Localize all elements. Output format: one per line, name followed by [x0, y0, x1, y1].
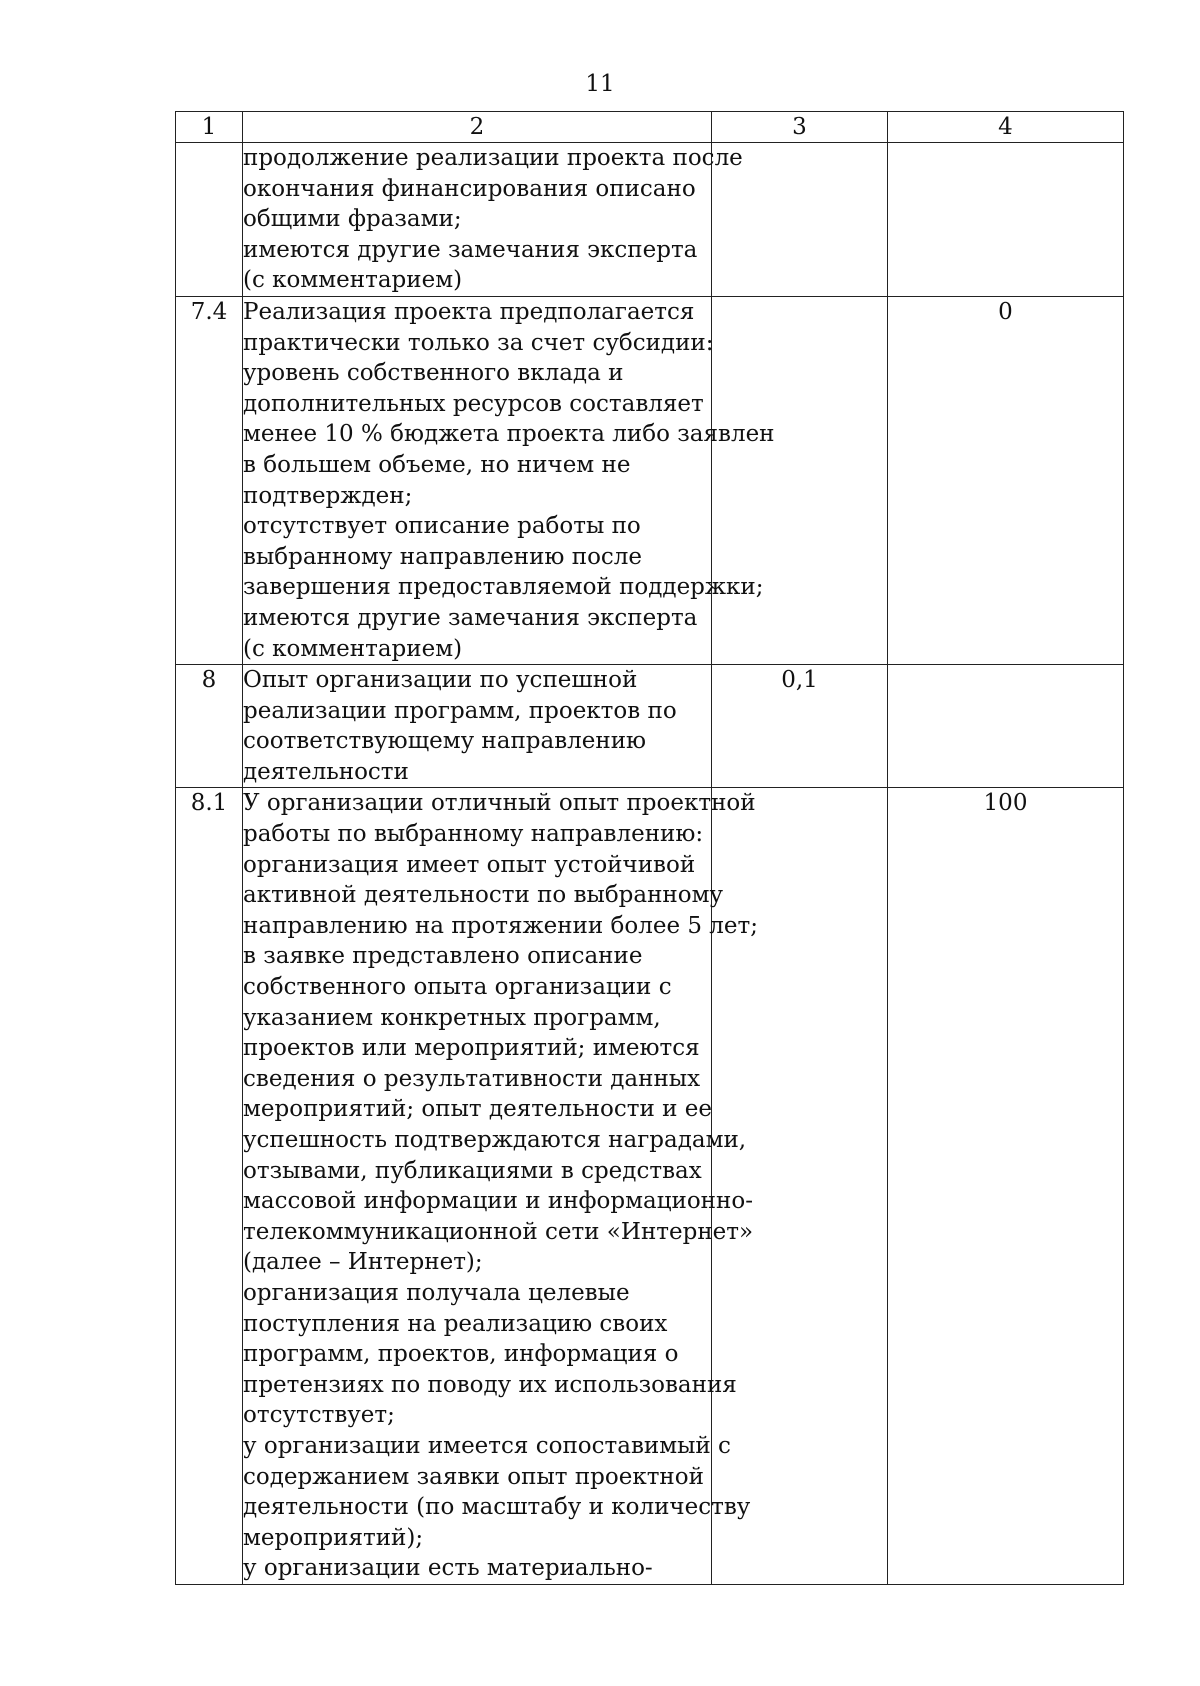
row-number: 8 — [176, 665, 243, 788]
description-line: практически только за счет субсидии: — [243, 329, 714, 356]
description-line: дополнительных ресурсов составляет — [243, 390, 704, 417]
description-line: соответствующему направлению — [243, 728, 647, 755]
weight-cell — [712, 788, 888, 1584]
header-col-4: 4 — [888, 112, 1124, 143]
table-header-row — [176, 112, 1124, 143]
score-cell — [888, 665, 1124, 788]
description-line: организация имеет опыт устойчивой — [243, 851, 696, 878]
description-line: успешность подтверждаются наградами, — [243, 1127, 747, 1153]
row-number: 7.4 — [176, 296, 243, 664]
description-line: завершения предоставляемой поддержки; — [243, 574, 764, 601]
description-line: имеются другие замечания эксперта — [243, 604, 698, 631]
score-cell — [888, 143, 1124, 297]
description-line: отзывами, публикациями в средствах — [243, 1157, 702, 1184]
description-line: проектов или мероприятий; имеются — [243, 1035, 700, 1062]
row-number: 8.1 — [176, 788, 243, 1584]
criterion-description — [243, 665, 712, 788]
description-line: претензиях по поводу их использования — [243, 1371, 737, 1398]
row-number — [176, 143, 243, 297]
description-line: у организации есть материально- — [243, 1555, 653, 1582]
description-line: в большем объеме, но ничем не — [243, 451, 631, 478]
description-line: общими фразами; — [243, 206, 462, 233]
description-line: собственного опыта организации с — [243, 974, 672, 1001]
description-line: массовой информации и информационно- — [243, 1188, 753, 1215]
weight-cell: 0,1 — [712, 665, 888, 788]
description-line: отсутствует описание работы по — [243, 513, 641, 540]
description-line: отсутствует; — [243, 1402, 395, 1429]
description-line: программ, проектов, информация о — [243, 1341, 679, 1368]
description-line: окончания финансирования описано — [243, 175, 696, 202]
description-line: содержанием заявки опыт проектной — [243, 1463, 704, 1490]
table-row — [176, 788, 1124, 1584]
criteria-table — [175, 111, 1124, 1585]
description-line: телекоммуникационной сети «Интернет» — [243, 1218, 754, 1245]
description-line: У организации отличный опыт проектной — [243, 790, 756, 817]
description-line: (далее – Интернет); — [243, 1249, 483, 1276]
description-line: продолжение реализации проекта после — [243, 145, 743, 171]
description-line: деятельности — [243, 758, 409, 785]
criterion-description — [243, 296, 775, 664]
description-line: в заявке представлено описание — [243, 943, 643, 970]
description-line: поступления на реализацию своих — [243, 1310, 668, 1337]
description-line: имеются другие замечания эксперта — [243, 236, 698, 263]
table-row — [176, 665, 1124, 788]
description-line: Опыт организации по успешной — [243, 667, 638, 694]
description-line: организация получала целевые — [243, 1279, 630, 1306]
description-line: выбранному направлению после — [243, 543, 643, 570]
description-line: указанием конкретных программ, — [243, 1004, 661, 1031]
description-line: реализации программ, проектов по — [243, 697, 677, 724]
description-line: мероприятий; опыт деятельности и ее — [243, 1096, 712, 1123]
description-line: работы по выбранному направлению: — [243, 821, 704, 848]
description-line: направлению на протяжении более 5 лет; — [243, 912, 759, 939]
criterion-description — [243, 143, 743, 297]
description-line: сведения о результативности данных — [243, 1065, 701, 1092]
table-row — [176, 143, 1124, 297]
score-cell: 0 — [888, 296, 1124, 664]
description-line: (с комментарием) — [243, 267, 463, 294]
description-line: у организации имеется сопоставимый с — [243, 1432, 731, 1459]
header-col-2: 2 — [243, 112, 712, 143]
description-line: деятельности (по масштабу и количеству — [243, 1494, 751, 1521]
description-line: мероприятий); — [243, 1524, 424, 1551]
score-cell: 100 — [888, 788, 1124, 1584]
description-line: Реализация проекта предполагается — [243, 298, 695, 325]
description-line: менее 10 % бюджета проекта либо заявлен — [243, 421, 775, 448]
description-line: активной деятельности по выбранному — [243, 882, 724, 909]
description-line: подтвержден; — [243, 482, 413, 509]
header-col-1: 1 — [176, 112, 243, 143]
table-row — [176, 296, 1124, 664]
weight-cell — [712, 296, 888, 664]
page-number: 11 — [585, 71, 615, 97]
header-col-3: 3 — [712, 112, 888, 143]
description-line: уровень собственного вклада и — [243, 360, 624, 387]
criterion-description — [243, 788, 759, 1584]
description-line: (с комментарием) — [243, 635, 463, 662]
